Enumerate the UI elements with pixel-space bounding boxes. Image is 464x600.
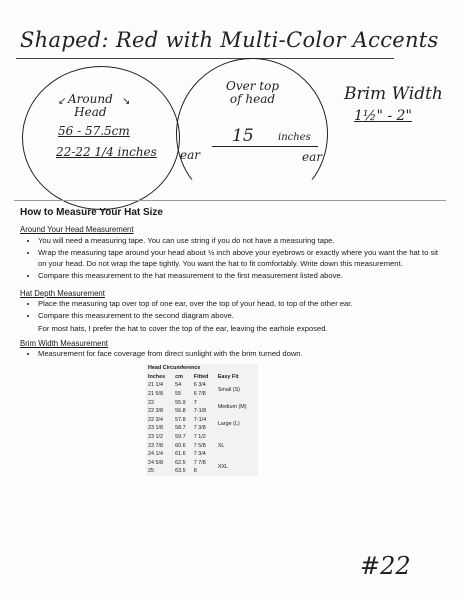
table-cell: 8 <box>193 468 197 475</box>
table-row <box>146 459 258 468</box>
arrow-left-icon: ↙ <box>58 96 67 107</box>
list-item: • Wrap the measuring tape around your head about ½ inch above your eyebrows or exactly where you want the hat to sit on your head. Do not wrap the tape tightly. You want the hat to fit comfortably. Write down this measurement. <box>38 248 448 269</box>
table-cell: 62.5 <box>175 459 186 466</box>
list-item: • Compare this measurement to the second diagram above. <box>38 311 448 321</box>
ear-right-label: ear <box>302 150 322 164</box>
column-header: cm <box>175 373 183 380</box>
table-cell: 22 <box>148 399 154 406</box>
depth-bullet-list <box>28 299 448 336</box>
table-cell: 55 <box>175 391 182 398</box>
table-row <box>146 433 258 442</box>
table-cell: 7 <box>193 399 197 406</box>
list-item: • Place the measuring tap over top of one ear, over the top of your head, to top of the other ear. <box>38 299 448 309</box>
easy-fit-cell: Large (L) <box>217 421 240 428</box>
table-cell: 58.7 <box>175 425 186 432</box>
table-row <box>146 381 258 390</box>
table-cell: 22 3/8 <box>148 408 163 415</box>
column-header: Easy Fit <box>217 373 239 380</box>
column-header: Fitted <box>193 373 209 380</box>
table-cell: 60.6 <box>175 442 186 449</box>
around-cm-value: 56 - 57.5cm <box>58 124 130 138</box>
table-cell: 23 1/8 <box>148 425 163 432</box>
size-chart <box>146 364 258 476</box>
around-bullet-list <box>28 236 448 284</box>
table-cell: 7 3/8 <box>193 425 206 432</box>
table-cell: 54 <box>175 382 182 389</box>
easy-fit-cell: XL <box>217 442 225 449</box>
table-cell: 57.8 <box>175 416 186 423</box>
size-chart-table <box>146 364 258 476</box>
table-cell: 21 5/8 <box>148 391 163 398</box>
table-cell: 7 3/4 <box>193 451 206 458</box>
page-heading: How to Measure Your Hat Size <box>20 207 163 218</box>
around-inches-value: 22-22 1/4 inches <box>56 145 157 159</box>
table-cell: 21 1/4 <box>148 382 163 389</box>
easy-fit-cell: Small (S) <box>217 386 240 393</box>
depth-unit: inches <box>278 132 311 143</box>
size-chart-header-row <box>146 373 258 382</box>
depth-section-title: Hat Depth Measurement <box>20 289 105 298</box>
title-underline <box>16 58 394 59</box>
table-cell: 7-1/8 <box>193 408 207 415</box>
table-cell: 6 3/4 <box>193 382 206 389</box>
column-header: Inches <box>148 373 166 380</box>
easy-fit-cell: Medium (M) <box>217 403 247 410</box>
list-item: • Measurement for face coverage from direct sunlight with the brim turned down. <box>38 349 448 359</box>
table-cell: 23 7/8 <box>148 442 163 449</box>
depth-note: For most hats, I prefer the hat to cover the top of the ear, leaving the earhole exposed. <box>38 323 328 333</box>
table-cell: 7 7/8 <box>193 459 206 466</box>
group-header: Head Circumference <box>148 365 201 372</box>
page-number: #22 <box>360 552 411 580</box>
table-cell: 61.6 <box>175 451 186 458</box>
size-chart-group-row <box>146 364 258 373</box>
table-cell: 59.7 <box>175 434 186 441</box>
brim-width-label: Brim Width <box>344 84 443 104</box>
brim-width-value: 1½" - 2" <box>354 108 412 124</box>
depth-underline <box>212 146 318 147</box>
around-section-title: Around Your Head Measurement <box>20 225 134 234</box>
table-cell: 23 1/2 <box>148 434 163 441</box>
easy-fit-cell: XXL <box>217 464 229 471</box>
depth-value: 15 <box>232 126 254 146</box>
table-cell: 55.9 <box>175 399 186 406</box>
pattern-title: Shaped: Red with Multi-Color Accents <box>20 28 439 52</box>
list-item: • You will need a measuring tape. You can use string if you do not have a measuring tape. <box>38 236 448 246</box>
table-cell: 63.5 <box>175 468 186 475</box>
table-row <box>146 416 258 425</box>
table-cell: 7-1/4 <box>193 416 207 423</box>
arrow-right-icon: ↘ <box>122 96 131 107</box>
table-cell: 25 <box>148 468 154 475</box>
table-cell: 24 1/4 <box>148 451 163 458</box>
table-cell: 24 5/8 <box>148 459 163 466</box>
table-cell: 22 3/4 <box>148 416 163 423</box>
head-circumference-diagram <box>22 66 180 210</box>
ear-left-label: ear <box>180 148 200 162</box>
brim-section-title: Brim Width Measurement <box>20 339 108 348</box>
table-cell: 56.8 <box>175 408 186 415</box>
table-cell: 7 5/8 <box>193 442 206 449</box>
size-chart-body <box>146 381 258 476</box>
around-head-label: Around Head <box>68 92 113 119</box>
table-cell: 7 1/2 <box>193 434 206 441</box>
table-row <box>146 398 258 407</box>
table-cell: 6 7/8 <box>193 391 206 398</box>
list-item: • Compare this measurement to the hat measurement to the first measurement listed above. <box>38 271 448 281</box>
over-top-label: Over top of head <box>226 79 279 106</box>
brim-bullet-list <box>28 349 448 361</box>
section-divider <box>14 200 446 201</box>
